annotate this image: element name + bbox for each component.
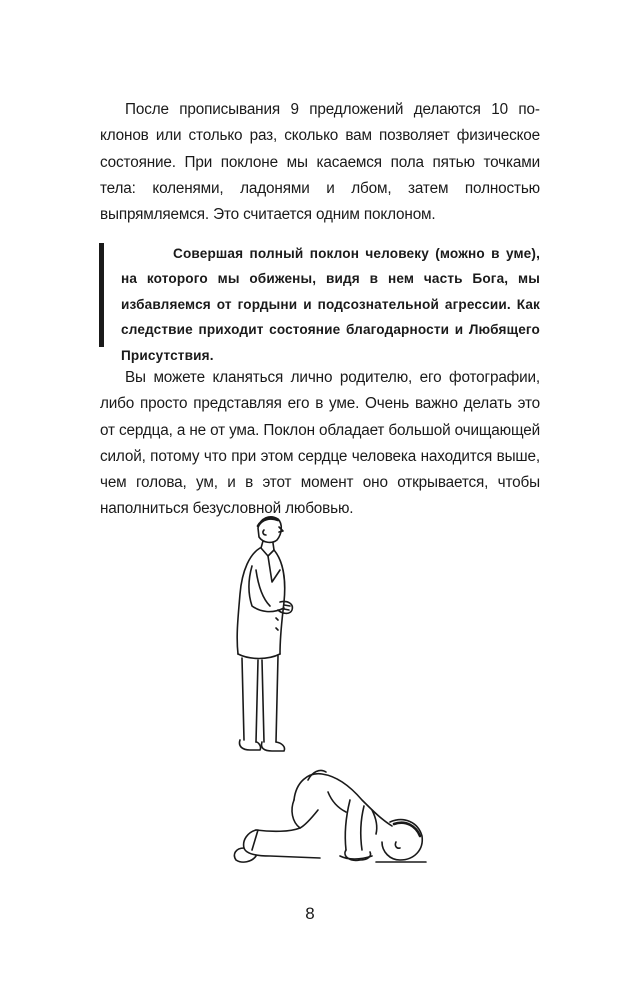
paragraph-2: Вы можете кланяться лично родителю, его фотографии, либо просто представляя его в уме. Очень важно делать это от сердца, а не от ума. Поклон обладает большой очищающей силой, потому что при этом сердце человека находится выше, чем голова, ум, и в этот момент оно открывается, чтобы наполниться безусловной любовью. xyxy=(100,369,540,518)
callout-text: Совершая полный поклон человеку (можно в уме), на которого мы обижены, видя в нем часть Бога, мы избавляемся от гордыни и подсознательной агрессии. Как следствие приходит состояние благодарности и Любящего Присутствия. xyxy=(121,246,540,363)
standing-man-figure xyxy=(237,517,292,751)
page-number: 8 xyxy=(305,904,315,923)
callout-bar xyxy=(99,243,104,347)
bowing-illustration xyxy=(200,510,440,880)
highlight-callout xyxy=(99,241,541,363)
bowing-man-figure xyxy=(234,770,426,862)
paragraph-1: После прописывания 9 предложений делаются 10 поклонов или столько раз, сколько вам позволяет физическое состояние. При поклоне мы касаемся пола пятью точками тела: коленями, ладонями и лбом, затем полностью выпрямляемся. Это считается одним поклоном. xyxy=(100,101,540,224)
